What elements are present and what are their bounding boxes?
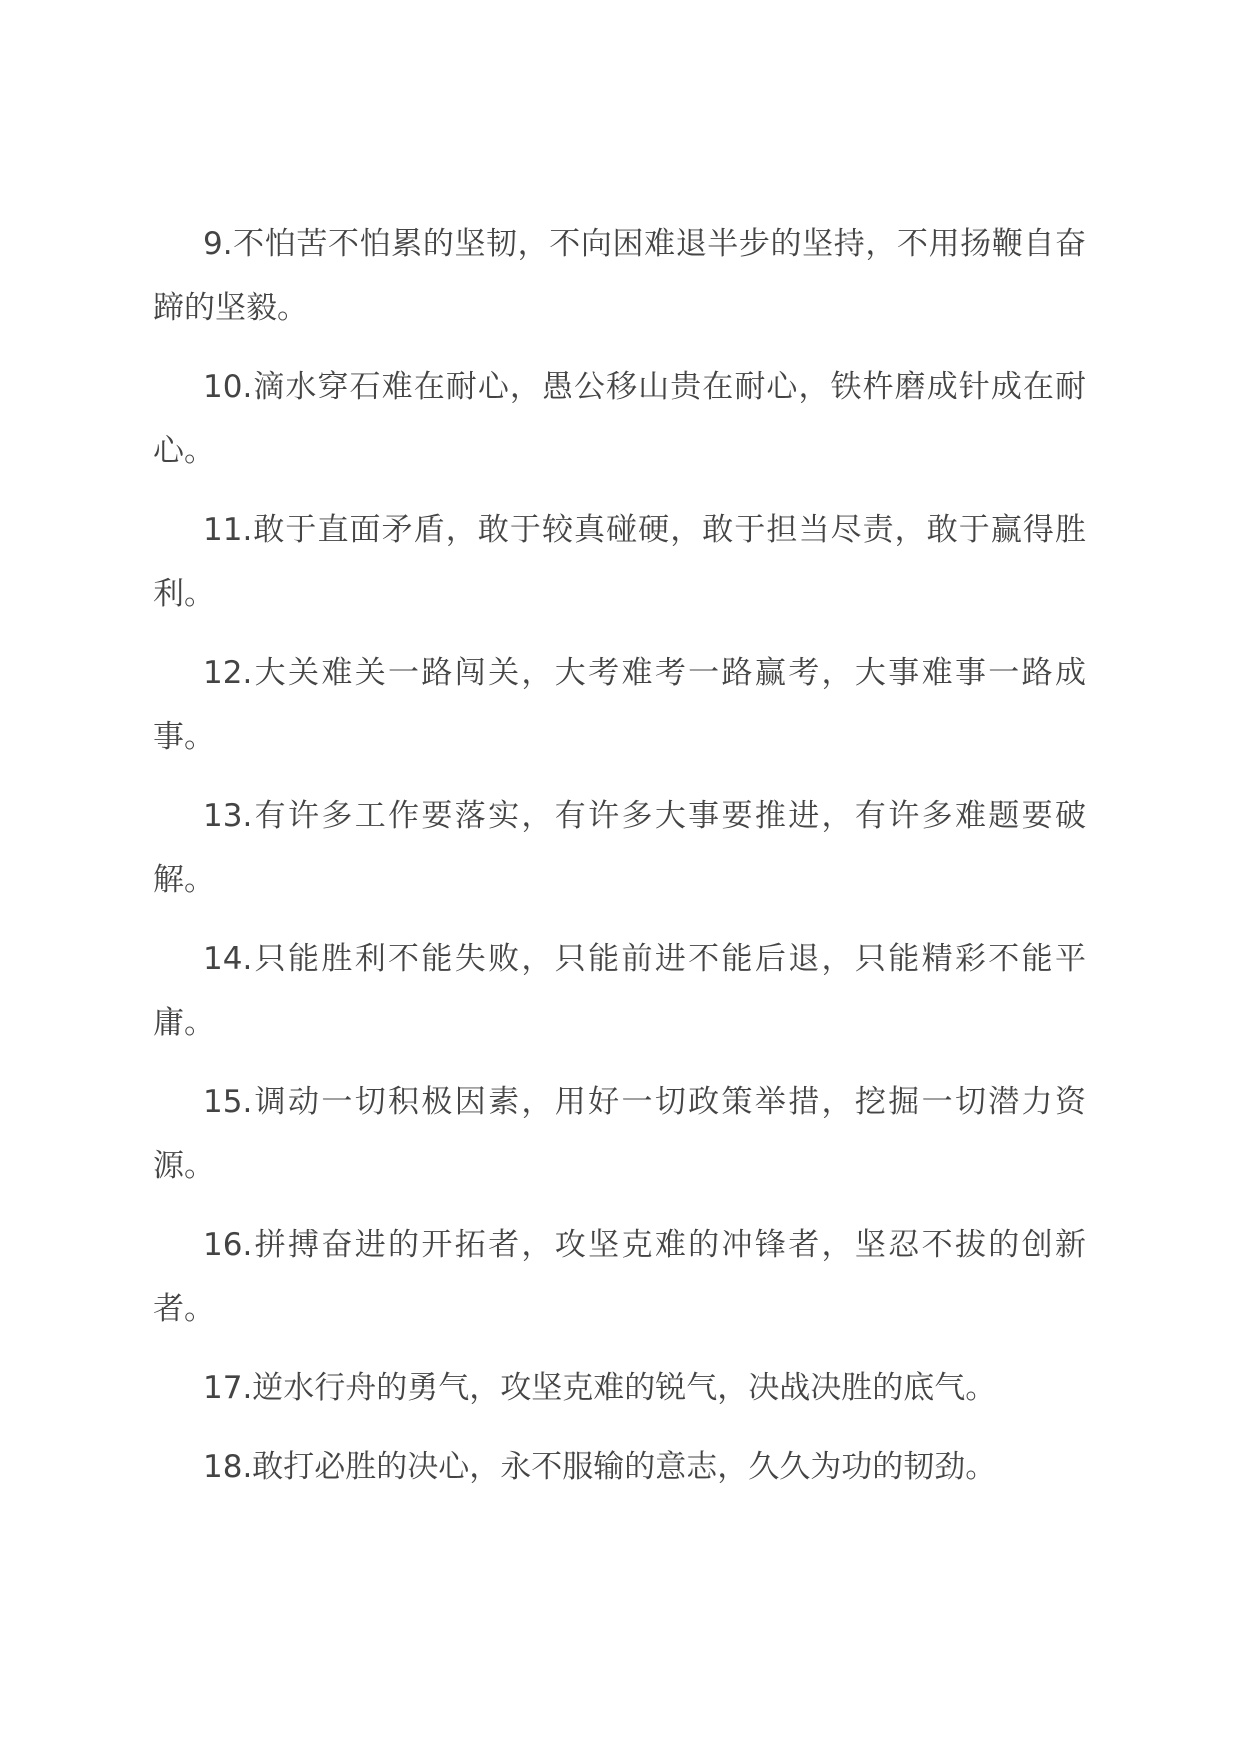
document-body bbox=[153, 212, 1086, 1514]
paragraph-10: 10.滴水穿石难在耐心，愚公移山贵在耐心，铁杵磨成针成在耐心。 bbox=[153, 369, 1086, 469]
paragraph-15: 15.调动一切积极因素，用好一切政策举措，挖掘一切潜力资源。 bbox=[153, 1084, 1086, 1184]
paragraph-16: 16.拼搏奋进的开拓者，攻坚克难的冲锋者，坚忍不拔的创新者。 bbox=[153, 1227, 1086, 1327]
paragraph-13: 13.有许多工作要落实，有许多大事要推进，有许多难题要破解。 bbox=[153, 798, 1086, 898]
paragraph-17: 17.逆水行舟的勇气，攻坚克难的锐气，决战决胜的底气。 bbox=[203, 1370, 997, 1406]
paragraph-11: 11.敢于直面矛盾，敢于较真碰硬，敢于担当尽责，敢于赢得胜利。 bbox=[153, 512, 1086, 612]
paragraph-14: 14.只能胜利不能失败，只能前进不能后退，只能精彩不能平庸。 bbox=[153, 941, 1086, 1041]
paragraph-9: 9.不怕苦不怕累的坚韧，不向困难退半步的坚持，不用扬鞭自奋蹄的坚毅。 bbox=[153, 226, 1086, 326]
paragraph-12: 12.大关难关一路闯关，大考难考一路赢考，大事难事一路成事。 bbox=[153, 655, 1086, 755]
paragraph-18: 18.敢打必胜的决心，永不服输的意志，久久为功的韧劲。 bbox=[203, 1449, 997, 1485]
